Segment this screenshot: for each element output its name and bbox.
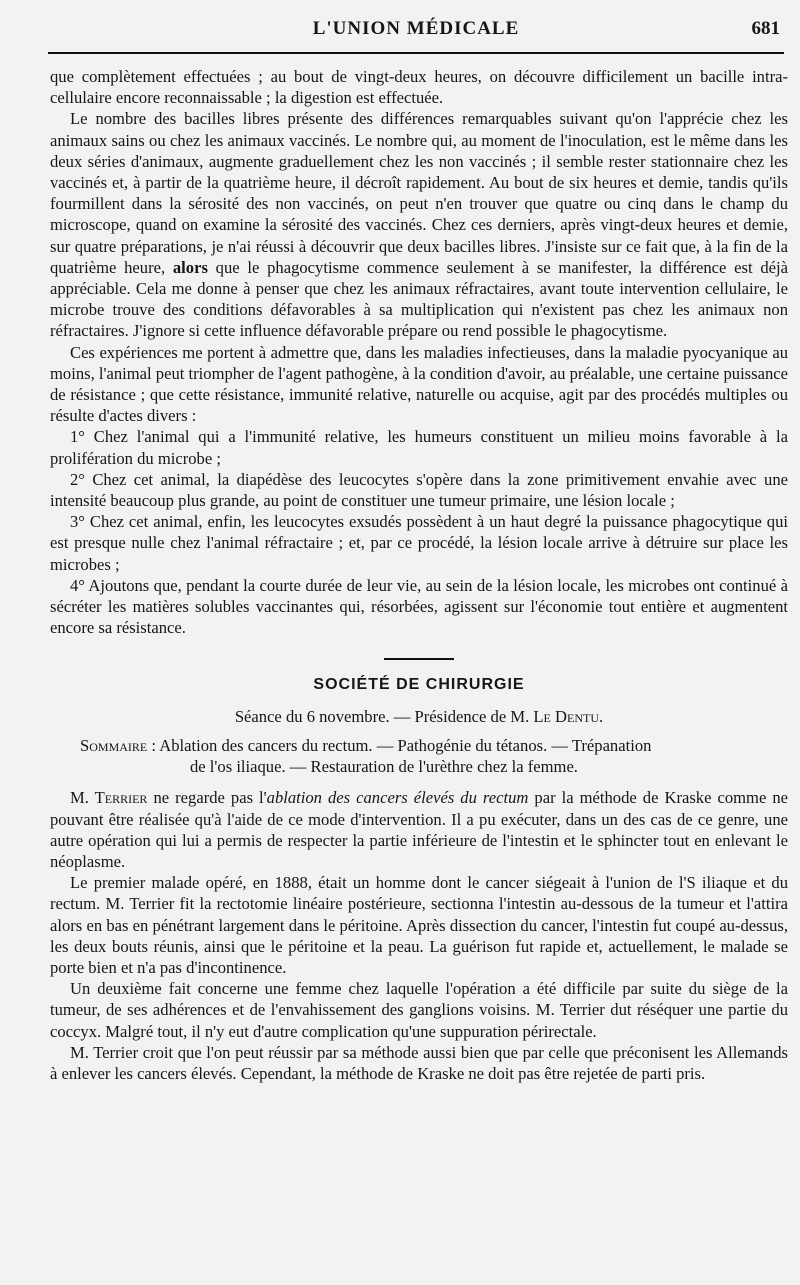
summary-line <box>80 735 788 756</box>
list-item: 1° Chez l'animal qui a l'immunité relative, les humeurs constituent un milieu moins favorable à la prolifération du microbe ; <box>50 427 788 468</box>
session-end: . <box>599 706 604 726</box>
paragraph-text: que le phagocytisme commence seulement à se manifester, la différence est déjà appréciable. Cela me donne à penser que chez les animaux réfractaires, avant toute intervention cellulaire, le microbe trouve des conditions défavorables à sa multiplication qui n'existent pas chez les animaux non réfractaires. J'ignore si cette influence défavorable prépare ou rend possible le phagocytisme. <box>50 257 788 341</box>
page-body <box>50 66 788 1084</box>
paragraph-text: Le nombre des bacilles libres présente des différences remarquables suivant qu'on l'apprécie chez les animaux sains ou chez les animaux vaccinés. Le nombre qui, au moment de l'inoculation, est le même dans les deux séries d'animaux, augmente graduellement chez les non vaccinés ; il semble rester stationnaire chez les vaccinés et, à partir de la quatrième heure, il décroît rapidement. Au bout de six heures et demie, tandis qu'ils fourmillent dans la sérosité des non vaccinés, on peut n'en trouver que quatre ou cinq dans le champ du microscope, quand on examine la sérosité des vaccinés. Chez ces derniers, après vingt-deux heures et demie, sur quatre préparations, je n'ai réussi à découvrir que deux bacilles libres. J'insiste sur ce fait que, à la fin de la quatrième heure, <box>50 109 788 277</box>
summary-text: : Ablation des cancers du rectum. — Pathogénie du tétanos. — Trépanation <box>151 735 652 755</box>
summary-continuation: de l'os iliaque. — Restauration de l'urèthre chez la femme. <box>190 757 578 777</box>
paragraph-text: par la méthode de Kraske comme ne pouvant être réalisée qu'à l'aide de ce mode d'intervention. Il a pu exécuter, dans un des cas de ce genre, une autre opération qui lui a permis de respecter la partie inférieure de l'intestin et le sphincter tout en enlevant le néoplasme. <box>50 788 789 871</box>
paragraph: Le premier malade opéré, en 1888, était un homme dont le cancer siégeait à l'union de l'S iliaque et du rectum. M. Terrier fit la rectotomie linéaire postérieure, sectionna l'intestin au-dessous de la tumeur et l'attira alors en bas en pénétrant largement dans le péritoine. Après dissection du cancer, l'intestin fut coupé au-dessus, les deux bouts réunis, ainsi que le péritoine et la peau. La guérison fut rapide et, actuellement, le malade se porte bien et n'a pas d'incontinence. <box>50 873 788 977</box>
paragraph: Ces expériences me portent à admettre que, dans les maladies infectieuses, dans la maladie pyocyanique au moins, l'animal peut triompher de l'agent pathogène, à la condition d'avoir, au préalable, une certaine puissance de résistance ; que cette résistance, immunité relative, naturelle ou acquise, agit par des procédés multiples ou résulte d'actes divers : <box>50 342 788 426</box>
summary-label: Sommaire <box>80 735 148 755</box>
italic-phrase: ablation des cancers élevés du rectum <box>266 788 529 808</box>
paragraph-text: ne regarde pas l' <box>153 788 267 808</box>
speaker-name: M. Terrier <box>70 788 148 808</box>
session-text: Séance du 6 novembre. — Présidence de M. <box>234 706 530 726</box>
list-item: 4° Ajoutons que, pendant la courte durée de leur vie, au sein de la lésion locale, les microbes ont continué à sécréter les matières solubles vaccinantes qui, résorbées, agissent sur l'économie tout entière et augmentent encore sa résistance. <box>50 575 788 638</box>
list-item: 2° Chez cet animal, la diapédèse des leucocytes s'opère dans la zone primitivement envahie avec une intensité beaucoup plus grande, au point de constituer une tumeur primaire, une lésion locale ; <box>50 469 788 511</box>
summary <box>50 735 788 777</box>
bold-word: alors <box>172 257 208 277</box>
paragraph: M. Terrier croit que l'on peut réussir par sa méthode aussi bien que par celle que préconisent les Allemands à enlever les cancers élevés. Cependant, la méthode de Kraske ne doit pas être rejetée de parti pris. <box>50 1042 788 1083</box>
president-name: Le Dentu <box>533 706 600 726</box>
paragraph <box>50 108 788 341</box>
header-rule <box>48 52 784 54</box>
paragraph: Un deuxième fait concerne une femme chez laquelle l'opération a été difficile par suite du siège de la tumeur, de ses adhérences et de l'envahissement des ganglions voisins. M. Terrier dut réséquer une partie du coccyx. Malgré tout, il n'y eut d'autre complication qu'une suppuration périrectale. <box>50 979 788 1041</box>
page-header <box>48 12 784 52</box>
page-number: 681 <box>751 18 780 39</box>
session-line <box>50 706 788 727</box>
paragraph: que complètement effectuées ; au bout de vingt-deux heures, on découvre difficilement un bacille intra-cellulaire encore reconnaissable ; la digestion est effectuée. <box>50 67 788 108</box>
section-divider <box>384 658 454 660</box>
list-item: 3° Chez cet animal, enfin, les leucocytes exsudés possèdent à un haut degré la puissance phagocytique qui est presque nulle chez l'animal réfractaire ; et, par ce procédé, la lésion locale arrive à détruire sur place les microbes ; <box>50 512 788 574</box>
paragraph <box>50 787 788 872</box>
running-title: L'UNION MÉDICALE <box>312 18 520 39</box>
section-title: SOCIÉTÉ DE CHIRURGIE <box>313 676 525 694</box>
